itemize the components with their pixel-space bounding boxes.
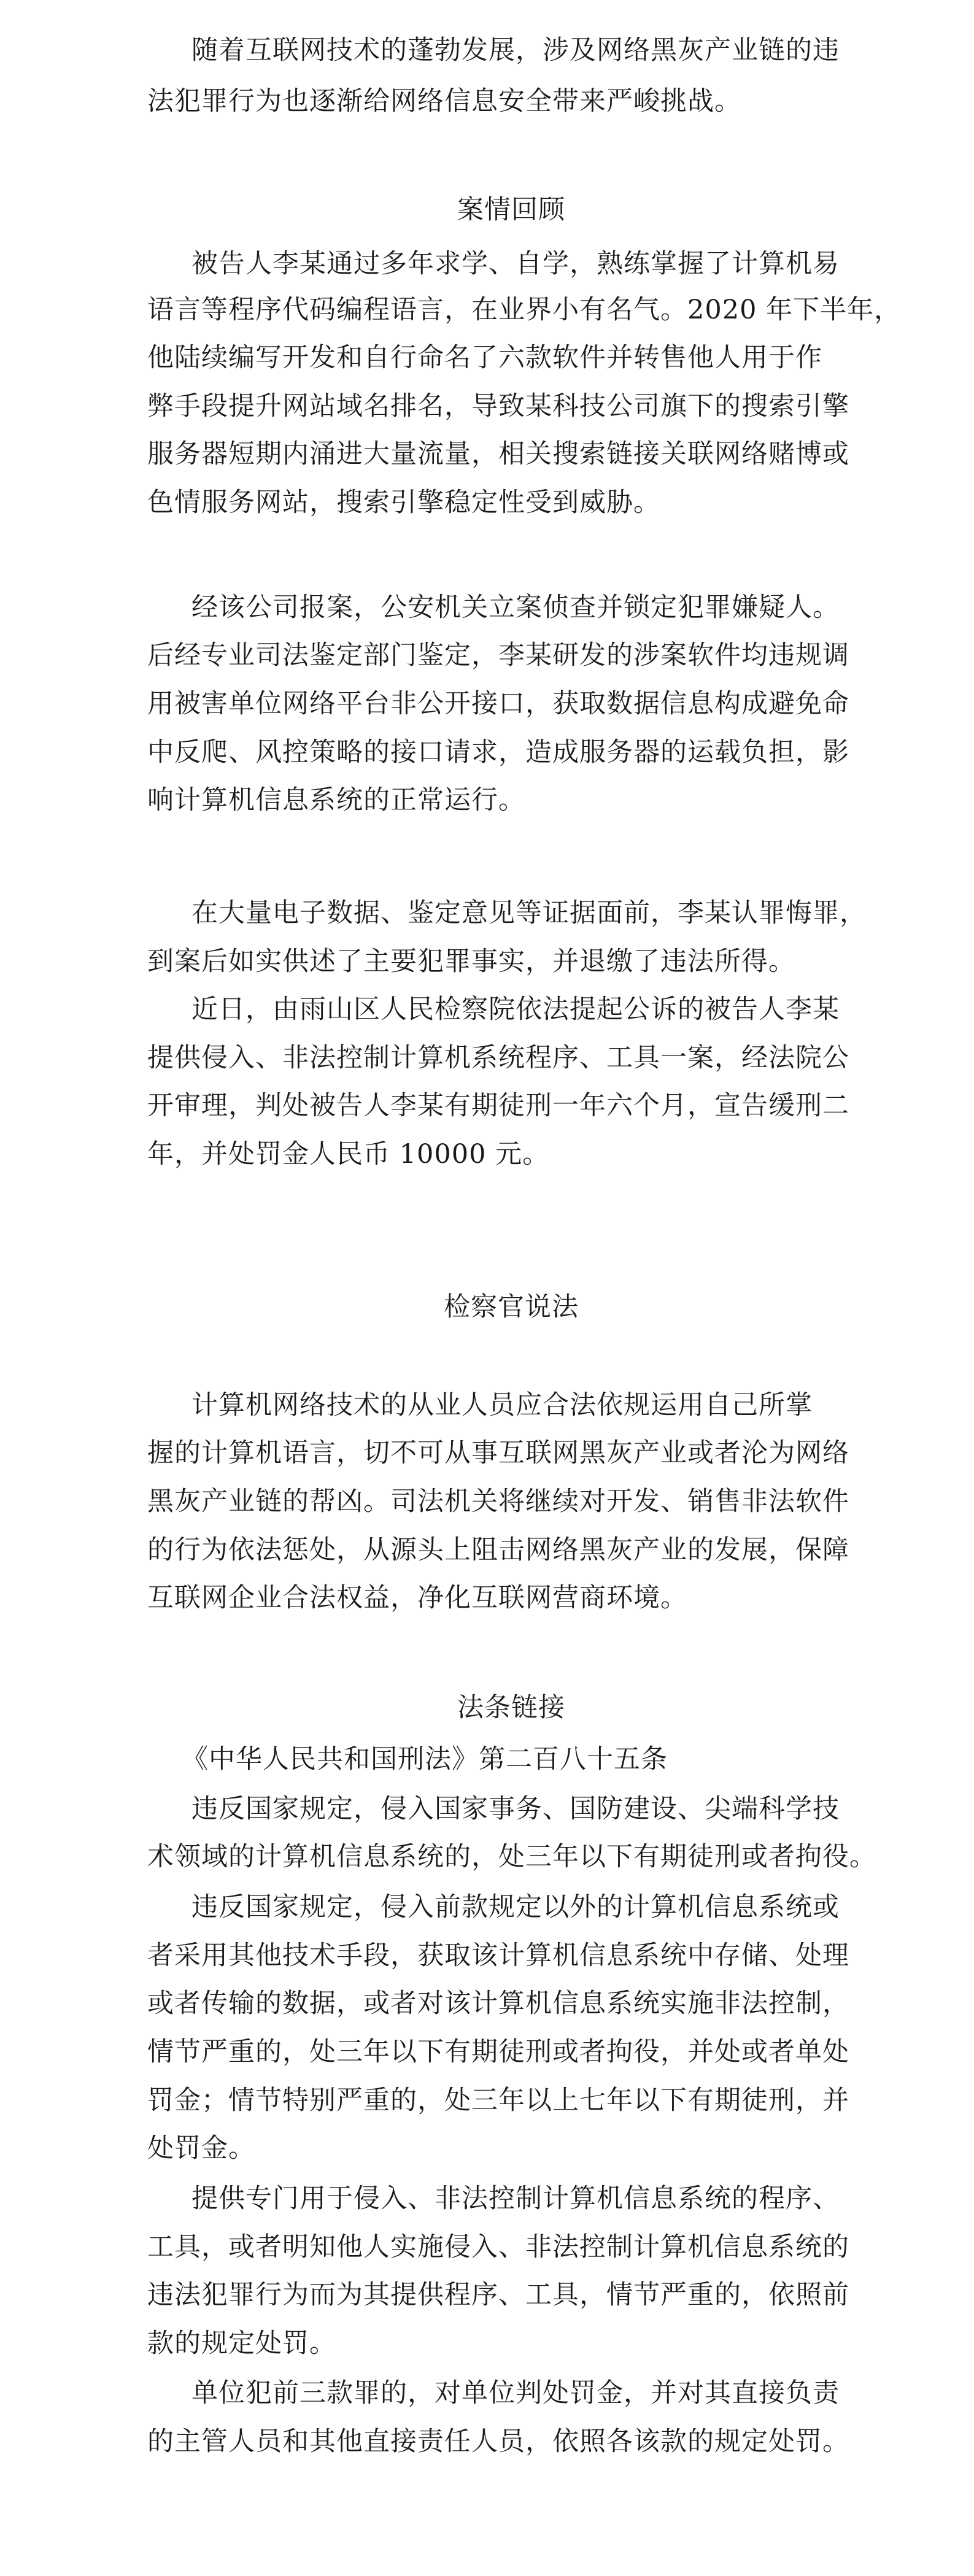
law-clause-line: 违反国家规定，侵入前款规定以外的计算机信息系统或: [191, 1892, 840, 1922]
law-clause-line: 的主管人员和其他直接责任人员，依照各该款的规定处罚。: [147, 2426, 849, 2457]
paragraph-line: 语言等程序代码编程语言，在业界小有名气。2020 年下半年，: [147, 295, 902, 325]
law-clause-line: 处罚金。: [147, 2133, 255, 2164]
section-heading-prosecutor: 检察官说法: [444, 1292, 579, 1322]
paragraph-line: 开审理，判处被告人李某有期徒刑一年六个月，宣告缓刑二: [147, 1090, 849, 1121]
paragraph-line: 他陆续编写开发和自行命名了六款软件并转售他人用于作: [147, 342, 822, 373]
paragraph-line: 响计算机信息系统的正常运行。: [147, 785, 525, 816]
law-clause-line: 款的规定处罚。: [147, 2328, 336, 2359]
law-clause-line: 者采用其他技术手段，获取该计算机信息系统中存储、处理: [147, 1940, 849, 1971]
law-clause-line: 或者传输的数据，或者对该计算机信息系统实施非法控制，: [147, 1988, 849, 2019]
paragraph-line: 握的计算机语言，切不可从事互联网黑灰产业或者沦为网络: [147, 1438, 849, 1468]
paragraph-line: 用被害单位网络平台非公开接口，获取数据信息构成避免命: [147, 688, 849, 719]
paragraph-line: 近日，由雨山区人民检察院依法提起公诉的被告人李某: [191, 994, 840, 1025]
section-heading-law: 法条链接: [457, 1692, 565, 1723]
paragraph-line: 年，并处罚金人民币 10000 元。: [147, 1139, 550, 1170]
law-clause-line: 违法犯罪行为而为其提供程序、工具，情节严重的，依照前: [147, 2280, 849, 2310]
paragraph-line: 弊手段提升网站域名排名，导致某科技公司旗下的搜索引擎: [147, 391, 849, 422]
law-clause-line: 情节严重的，处三年以下有期徒刑或者拘役，并处或者单处: [147, 2037, 849, 2067]
paragraph-line: 服务器短期内涌进大量流量，相关搜索链接关联网络赌博或: [147, 439, 849, 469]
paragraph-line: 提供侵入、非法控制计算机系统程序、工具一案，经法院公: [147, 1043, 849, 1073]
paragraph-line: 经该公司报案，公安机关立案侦查并锁定犯罪嫌疑人。: [191, 592, 840, 623]
paragraph-line: 被告人李某通过多年求学、自学，熟练掌握了计算机易: [191, 249, 840, 279]
law-clause-line: 罚金；情节特别严重的，处三年以上七年以下有期徒刑，并: [147, 2085, 849, 2116]
law-clause-line: 工具，或者明知他人实施侵入、非法控制计算机信息系统的: [147, 2232, 849, 2262]
paragraph-line: 中反爬、风控策略的接口请求，造成服务器的运载负担，影: [147, 737, 849, 768]
law-clause-line: 单位犯前三款罪的，对单位判处罚金，并对其直接负责: [191, 2378, 840, 2408]
paragraph-line: 黑灰产业链的帮凶。司法机关将继续对开发、销售非法软件: [147, 1486, 849, 1517]
paragraph-line: 到案后如实供述了主要犯罪事实，并退缴了违法所得。: [147, 946, 795, 977]
intro-line: 随着互联网技术的蓬勃发展，涉及网络黑灰产业链的违: [191, 35, 840, 66]
paragraph-line: 在大量电子数据、鉴定意见等证据面前，李某认罪悔罪，: [191, 898, 867, 928]
paragraph-line: 计算机网络技术的从业人员应合法依规运用自己所掌: [191, 1390, 813, 1421]
paragraph-line: 互联网企业合法权益，净化互联网营商环境。: [147, 1583, 687, 1613]
paragraph-line: 色情服务网站，搜索引擎稳定性受到威胁。: [147, 487, 660, 518]
law-clause-line: 提供专门用于侵入、非法控制计算机信息系统的程序、: [191, 2183, 840, 2214]
paragraph-line: 后经专业司法鉴定部门鉴定，李某研发的涉案软件均违规调: [147, 640, 849, 671]
intro-line: 法犯罪行为也逐渐给网络信息安全带来严峻挑战。: [147, 86, 741, 117]
law-title: 《中华人民共和国刑法》第二百八十五条: [182, 1744, 668, 1775]
paragraph-line: 的行为依法惩处，从源头上阻击网络黑灰产业的发展，保障: [147, 1535, 849, 1565]
section-heading-case-review: 案情回顾: [457, 195, 565, 225]
law-clause-line: 违反国家规定，侵入国家事务、国防建设、尖端科学技: [191, 1794, 840, 1824]
law-clause-line: 术领域的计算机信息系统的，处三年以下有期徒刑或者拘役。: [147, 1841, 876, 1872]
